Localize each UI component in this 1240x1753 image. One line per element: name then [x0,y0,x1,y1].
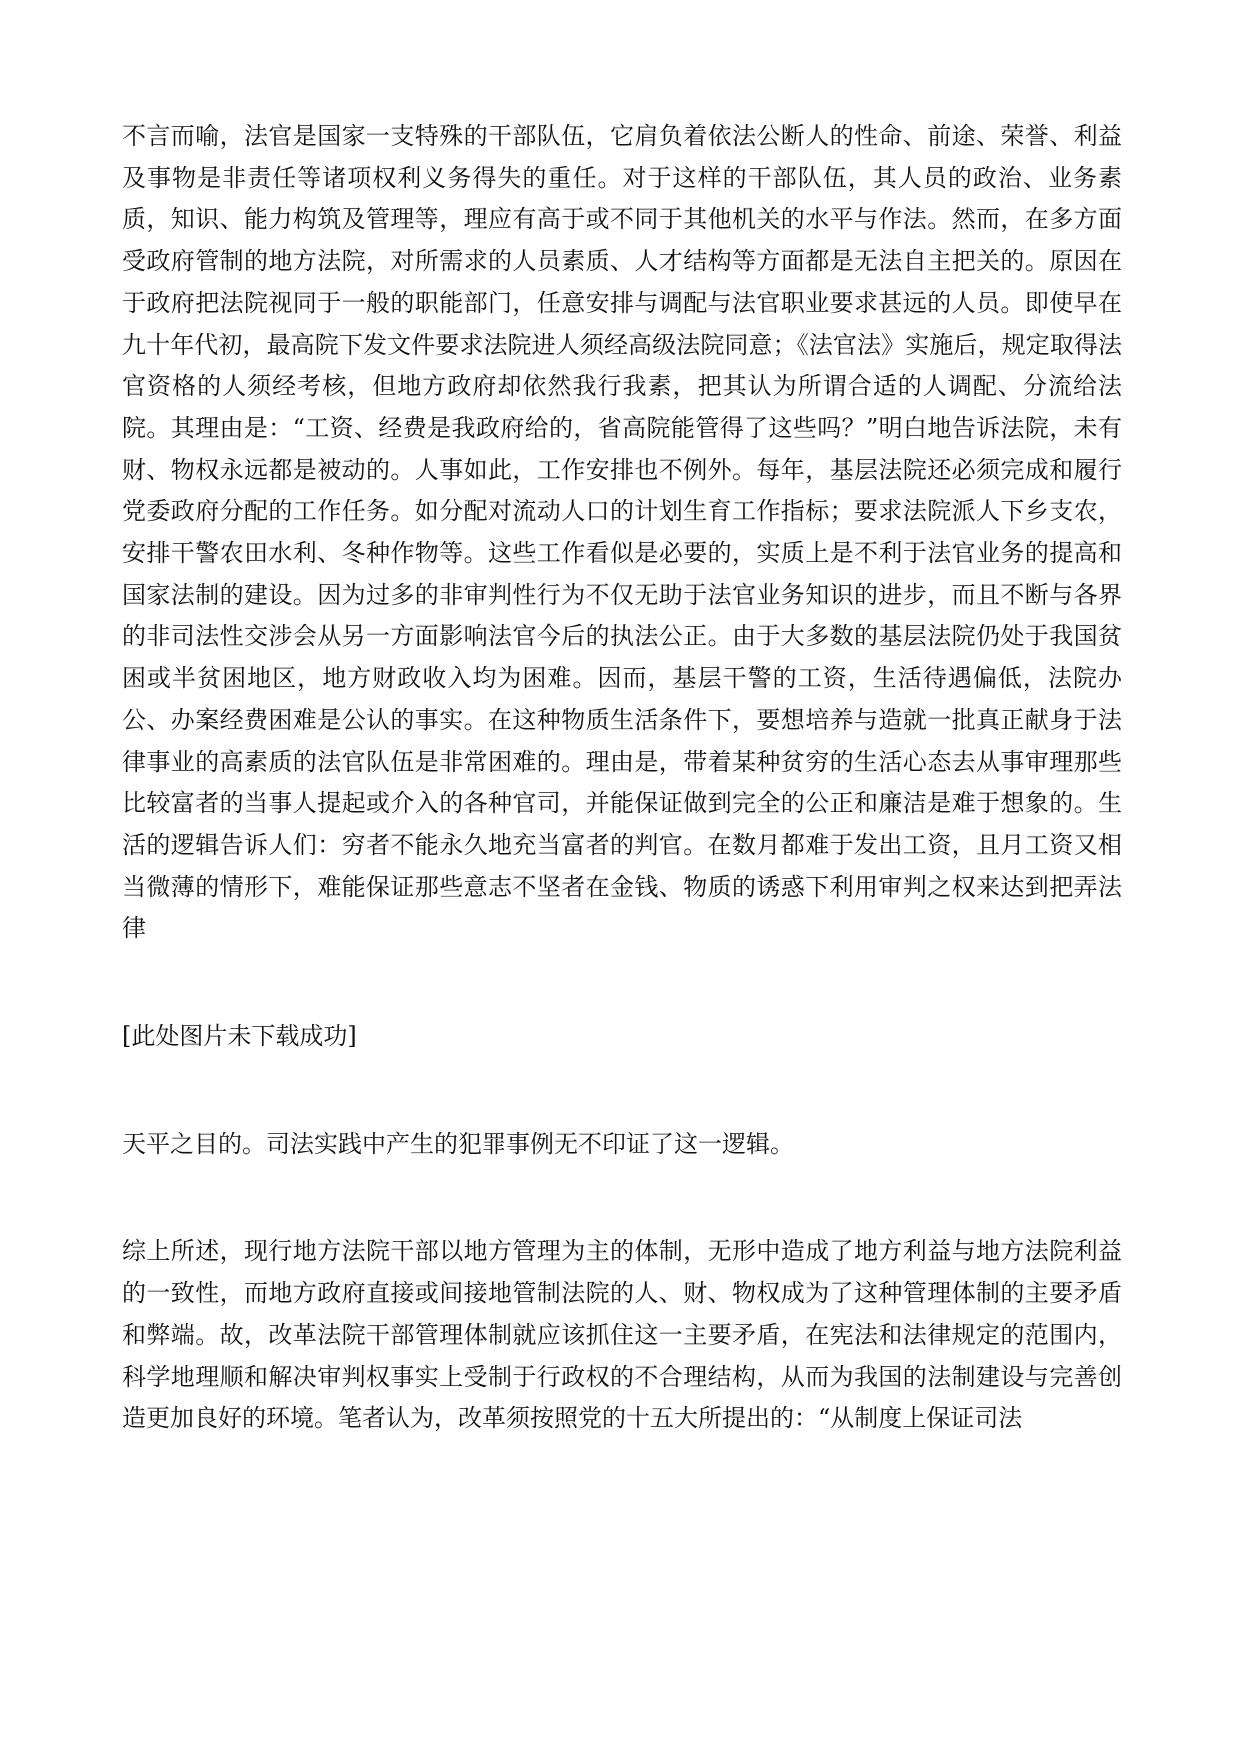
paragraph-conclusion: 综上所述，现行地方法院干部以地方管理为主的体制，无形中造成了地方利益与地方法院利益的一致性，而地方政府直接或间接地管制法院的人、财、物权成为了这种管理体制的主要矛盾和弊端。故，改革法院干部管理体制就应该抓住这一主要矛盾，在宪法和法律规定的范围内，科学地理顺和解决审判权事实上受制于行政权的不合理结构，从而为我国的法制建设与完善创造更加良好的环境。笔者认为，改革须按照党的十五大所提出的：“从制度上保证司法 [122,1237,1122,1433]
document-page [122,116,1122,1440]
paragraph-justice-scale: 天平之目的。司法实践中产生的犯罪事例无不印证了这一逻辑。 [122,1129,794,1158]
image-missing-placeholder: [此处图片未下载成功] [122,1022,357,1051]
paragraph-court-personnel: 不言而喻，法官是国家一支特殊的干部队伍，它肩负着依法公断人的性命、前途、荣誉、利益及事物是非责任等诸项权利义务得失的重任。对于这样的干部队伍，其人员的政治、业务素质，知识、能力构筑及管理等，理应有高于或不同于其他机关的水平与作法。然而，在多方面受政府管制的地方法院，对所需求的人员素质、人才结构等方面都是无法自主把关的。原因在于政府把法院视同于一般的职能部门，任意安排与调配与法官职业要求甚远的人员。即使早在九十年代初，最高院下发文件要求法院进人须经高级法院同意；《法官法》实施后，规定取得法官资格的人须经考核，但地方政府却依然我行我素，把其认为所谓合适的人调配、分流给法院。其理由是：“工资、经费是我政府给的，省高院能管得了这些吗？”明白地告诉法院，未有财、物权永远都是被动的。人事如此，工作安排也不例外。每年，基层法院还必须完成和履行党委政府分配的工作任务。如分配对流动人口的计划生育工作指标；要求法院派人下乡支农，安排干警农田水利、冬种作物等。这些工作看似是必要的，实质上是不利于法官业务的提高和国家法制的建设。因为过多的非审判性行为不仅无助于法官业务知识的进步，而且不断与各界的非司法性交涉会从另一方面影响法官今后的执法公正。由于大多数的基层法院仍处于我国贫困或半贫困地区，地方财政收入均为困难。因而，基层干警的工资，生活待遇偏低，法院办公、办案经费困难是公认的事实。在这种物质生活条件下，要想培养与造就一批真正献身于法律事业的高素质的法官队伍是非常困难的。理由是，带着某种贫穷的生活心态去从事审理那些比较富者的当事人提起或介入的各种官司，并能保证做到完全的公正和廉洁是难于想象的。生活的逻辑告诉人们：穷者不能永久地充当富者的判官。在数月都难于发出工资，且月工资又相当微薄的情形下，难能保证那些意志不坚者在金钱、物质的诱惑下利用审判之权来达到把弄法律 [122,122,1122,943]
